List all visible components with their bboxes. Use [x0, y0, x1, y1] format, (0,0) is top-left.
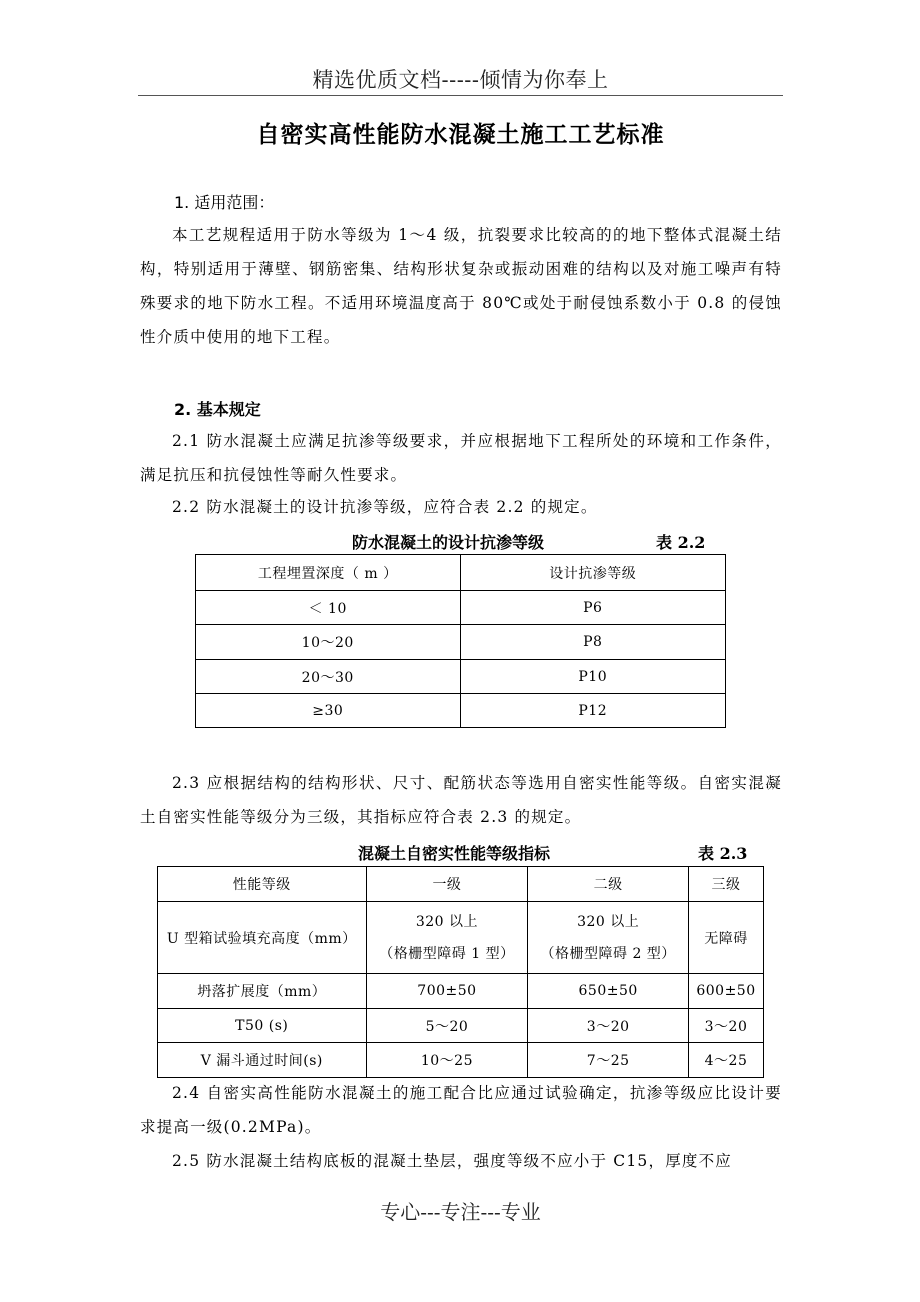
section-1-paragraph: 本工艺规程适用于防水等级为 1～4 级，抗裂要求比较高的的地下整体式混凝土结构，特别适用于薄壁、钢筋密集、结构形状复杂或振动困难的结构以及对施工噪声有特殊要求的地下防水工程。不适用环境温度高于 80℃或处于耐侵蚀系数小于 0.8 的侵蚀性介质中使用的地下工程。: [140, 226, 782, 346]
table-cell: 700±50: [366, 974, 528, 1009]
table-cell: ＜ 10: [196, 591, 461, 625]
table-row: [196, 694, 726, 728]
page-footer: 专心---专注---专业: [380, 1200, 541, 1224]
table-cell: 4～25: [689, 1043, 764, 1078]
table-row: [196, 625, 726, 660]
table-cell: [528, 902, 689, 974]
table-2-2-label: 表 2.2: [656, 533, 706, 552]
table-cell: P6: [460, 591, 726, 625]
table-row: [158, 902, 764, 974]
table-row: [196, 660, 726, 694]
table-header-cell: 一级: [366, 867, 528, 902]
cell-line: 320 以上: [577, 913, 640, 930]
table-cell: 3～20: [689, 1009, 764, 1043]
page-header: 精选优质文档-----倾情为你奉上: [312, 68, 609, 92]
table-2-3-caption: 混凝土自密实性能等级指标: [358, 844, 551, 863]
table-row: [158, 1043, 764, 1078]
table-cell: T50 (s): [158, 1009, 367, 1043]
table-cell: 7～25: [528, 1043, 689, 1078]
table-header-cell: 三级: [689, 867, 764, 902]
table-cell: P10: [460, 660, 726, 694]
table-2-2-caption: 防水混凝土的设计抗渗等级: [352, 533, 545, 552]
table-cell: 10～25: [366, 1043, 528, 1078]
table-row: [158, 867, 764, 902]
header-divider: [138, 95, 783, 96]
table-2-3: [157, 866, 764, 1078]
table-cell: [366, 902, 528, 974]
table-cell: V 漏斗通过时间(s): [158, 1043, 367, 1078]
section-1-heading: 1. 适用范围：: [174, 193, 275, 212]
cell-line: （格栅型障碍 2 型）: [540, 945, 676, 962]
table-cell: 5～20: [366, 1009, 528, 1043]
table-cell: 无障碍: [689, 902, 764, 974]
table-2-2: [195, 554, 726, 728]
section-2-heading: 2. 基本规定: [174, 400, 261, 419]
cell-line: 320 以上: [415, 913, 479, 930]
table-header-cell: 性能等级: [158, 867, 367, 902]
paragraph-2-5: 2.5 防水混凝土结构底板的混凝土垫层，强度等级不应小于 C15，厚度不应: [172, 1152, 732, 1170]
table-cell: 600±50: [689, 974, 764, 1009]
paragraph-2-1: 2.1 防水混凝土应满足抗渗等级要求，并应根据地下工程所处的环境和工作条件，满足抗压和抗侵蚀性等耐久性要求。: [140, 432, 782, 484]
table-row: [196, 555, 726, 591]
table-cell: P12: [460, 694, 726, 728]
table-cell: 坍落扩展度（mm）: [158, 974, 367, 1009]
table-2-3-label: 表 2.3: [698, 844, 748, 863]
table-cell: 650±50: [528, 974, 689, 1009]
paragraph-2-4: 2.4 自密实高性能防水混凝土的施工配合比应通过试验确定，抗渗等级应比设计要求提高一级(0.2MPa)。: [140, 1084, 782, 1136]
table-row: [158, 974, 764, 1009]
table-cell: U 型箱试验填充高度（mm）: [158, 902, 367, 974]
table-cell: 20～30: [196, 660, 461, 694]
table-header-cell: 工程埋置深度（ m ）: [196, 555, 461, 591]
document-title: 自密实高性能防水混凝土施工工艺标准: [256, 122, 665, 148]
table-row: [158, 1009, 764, 1043]
table-cell: ≥30: [196, 694, 461, 728]
table-header-cell: 设计抗渗等级: [460, 555, 726, 591]
table-cell: 3～20: [528, 1009, 689, 1043]
table-cell: P8: [460, 625, 726, 660]
paragraph-2-2: 2.2 防水混凝土的设计抗渗等级，应符合表 2.2 的规定。: [172, 498, 598, 516]
table-row: [196, 591, 726, 625]
paragraph-2-3: 2.3 应根据结构的结构形状、尺寸、配筋状态等选用自密实性能等级。自密实混凝土自密实性能等级分为三级，其指标应符合表 2.3 的规定。: [140, 774, 782, 826]
table-cell: 10～20: [196, 625, 461, 660]
table-header-cell: 二级: [528, 867, 689, 902]
cell-line: （格栅型障碍 1 型）: [379, 945, 515, 962]
